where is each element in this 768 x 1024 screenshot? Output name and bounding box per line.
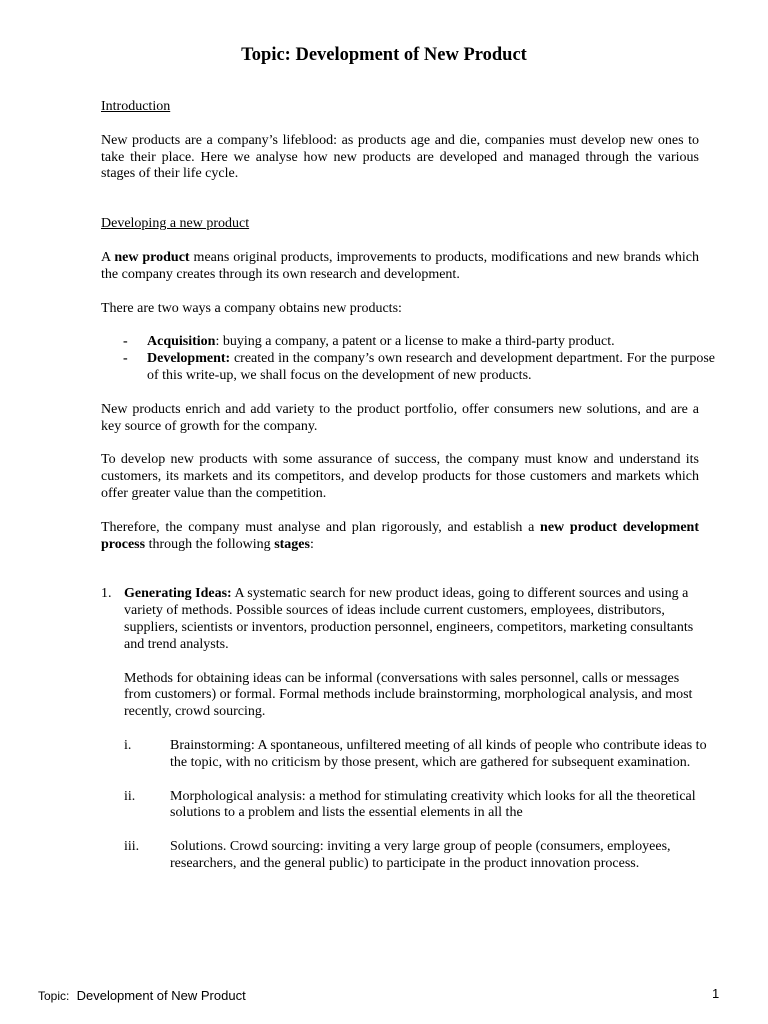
method-item-brainstorming	[124, 738, 714, 772]
new-product-definition-paragraph	[101, 250, 699, 284]
list-item-development	[101, 351, 715, 385]
text-span: through the following	[145, 536, 275, 552]
bold-term: Acquisition	[147, 334, 216, 350]
text-span: means original products, improvements to products, modifications and new brands which the company creates through its own research and development.	[101, 249, 699, 282]
portfolio-paragraph: New products enrich and add variety to the product portfolio, offer consumers new solutions, and are a key source of growth for the company.	[101, 401, 699, 434]
page-title: Topic: Development of New Product	[241, 45, 527, 65]
list-item-text: created in the company’s own research and development department. For the purpose of this write-up, we shall focus on the development of new products.	[147, 351, 715, 383]
method-text: Morphological analysis: a method for stimulating creativity which looks for all the theoretical solutions to a problem and lists the essential elements in all the	[170, 788, 696, 821]
text-span: A systematic search for new product ideas, going to different sources and using a variety of methods. Possible sources of ideas include current customers, employees, distributors, suppliers, scientists or inventors, production personnel, engineers, competitors, marketing consultants and trend analysts.	[124, 586, 694, 652]
section-heading-developing: Developing a new product	[101, 216, 250, 232]
stage-number: 1.	[101, 586, 112, 602]
stage-description	[124, 586, 701, 653]
bold-term: Generating Ideas:	[124, 586, 232, 602]
page-footer-title	[38, 988, 246, 1005]
method-text: Solutions. Crowd sourcing: inviting a very large group of people (consumers, employees, researchers, and the general public) to participate in the product innovation process.	[170, 839, 671, 871]
list-marker: -	[123, 351, 128, 367]
bold-term: new product	[114, 249, 190, 265]
ways-intro-paragraph: There are two ways a company obtains new products:	[101, 300, 402, 316]
page-number: 1	[712, 986, 720, 1001]
text-span: A	[101, 249, 115, 265]
section-heading-introduction: Introduction	[101, 99, 171, 114]
ways-list	[101, 334, 715, 384]
text-span: :	[309, 536, 314, 552]
list-marker: ii.	[124, 788, 136, 804]
bold-term: new product development process	[101, 519, 699, 552]
text-span: Therefore, the company must analyse and plan rigorously, and establish a	[101, 519, 541, 535]
list-item-acquisition	[101, 334, 715, 351]
footer-title: Development of New Product	[76, 988, 246, 1003]
document-body	[101, 99, 715, 873]
list-item-text: : buying a company, a patent or a license to make a third-party product.	[215, 334, 615, 350]
methods-list	[124, 737, 707, 873]
method-item-crowd-sourcing	[124, 839, 714, 873]
footer-label: Topic:	[38, 989, 70, 1003]
introduction-paragraph: New products are a company’s lifeblood: as products age and die, companies must develop new ones to take their place. Here we analyse how new products are developed and managed through the various stages of their life cycle.	[101, 132, 699, 182]
bold-term: Development:	[147, 351, 231, 367]
stage-item-generating-ideas	[101, 586, 701, 721]
methods-intro-paragraph: Methods for obtaining ideas can be informal (conversations with sales personnel, calls or messages from customers) or formal. Formal methods include brainstorming, morphological analysis, and most recently, crowd sourcing.	[124, 670, 693, 720]
bold-term: stages	[274, 536, 310, 552]
list-marker: -	[123, 334, 128, 350]
list-marker: i.	[124, 737, 132, 753]
list-marker: iii.	[124, 839, 140, 855]
assurance-paragraph: To develop new products with some assurance of success, the company must know and understand its customers, its markets and its competitors, and develop products for those customers and markets which offer greater value than the competition.	[101, 452, 699, 501]
method-item-morphological	[124, 789, 714, 823]
process-paragraph	[101, 520, 699, 554]
method-text: Brainstorming: A spontaneous, unfiltered meeting of all kinds of people who contribute ideas to the topic, with no criticism by those present, which are gathered for subsequent examination.	[170, 737, 707, 770]
